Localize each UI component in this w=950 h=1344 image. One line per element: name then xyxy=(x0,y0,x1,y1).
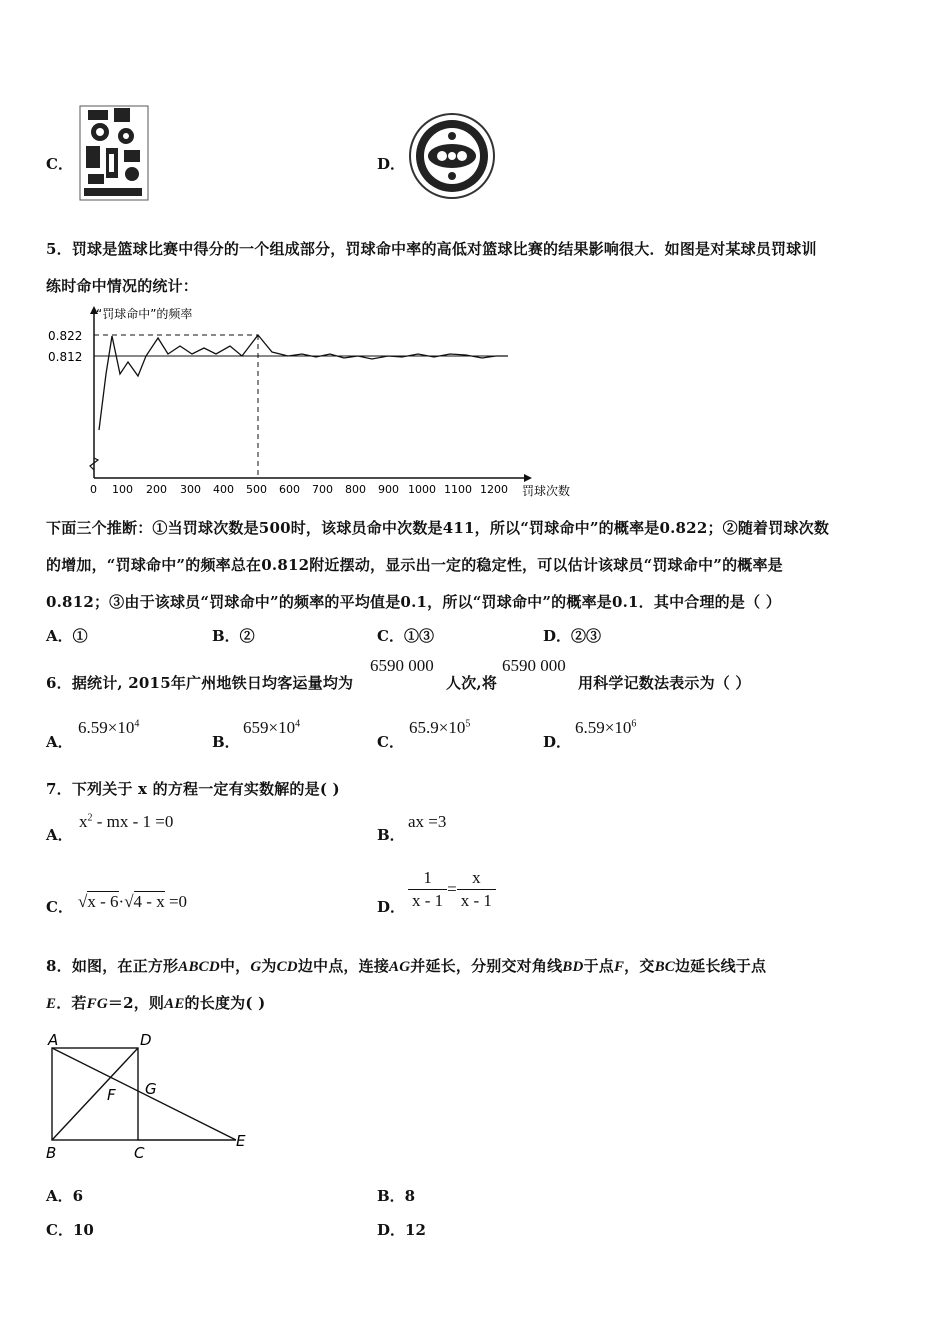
x-tick-400: 400 xyxy=(213,483,234,496)
q7-option-b-equation[interactable]: ax =3 xyxy=(408,812,447,831)
x-tick-1200: 1200 xyxy=(480,483,508,496)
x-tick-900: 900 xyxy=(378,483,399,496)
x-tick-800: 800 xyxy=(345,483,366,496)
point-label-d: D xyxy=(140,1031,152,1049)
x-tick-700: 700 xyxy=(312,483,333,496)
paper-cut-figure-image xyxy=(78,104,150,202)
q5-stem-line2: 练时命中情况的统计： xyxy=(46,277,199,295)
q5-para-line3: 0.812；③由于该球员“罚球命中”的频率的平均值是0.1，所以“罚球命中”的概率是0.1．其中合理的是（ ） xyxy=(46,593,781,611)
point-label-b: B xyxy=(46,1144,57,1162)
q6-number-1: 6590 000 xyxy=(370,656,434,675)
point-label-a: A xyxy=(48,1031,59,1049)
q5-para-line2: 的增加，“罚球命中”的频率总在0.812附近摆动，显示出一定的稳定性，可以估计该球员“罚球命中”的概率是 xyxy=(46,556,783,574)
q6-option-c-label[interactable]: C． xyxy=(377,733,404,751)
x-tick-500: 500 xyxy=(246,483,267,496)
q6-option-a-label[interactable]: A． xyxy=(46,733,73,751)
y-tick-0812: 0.812 xyxy=(48,350,83,364)
point-label-e: E xyxy=(236,1132,246,1150)
q6-option-c-value[interactable]: $65.9\times 10^5$ xyxy=(409,718,471,737)
q6-option-b-label[interactable]: B． xyxy=(212,733,240,751)
q5-option-c[interactable]: C．①③ xyxy=(377,627,434,645)
q7-option-a-label[interactable]: A． xyxy=(46,826,73,844)
y-tick-0822: 0.822 xyxy=(48,329,83,343)
point-label-c: C xyxy=(134,1144,145,1162)
q6-option-d-value[interactable]: $6.59\times 10^6$ xyxy=(575,718,637,737)
option-c-label: C． xyxy=(46,155,73,173)
x-tick-1100: 1100 xyxy=(444,483,472,496)
q5-option-a[interactable]: A．① xyxy=(46,627,88,645)
q8-option-d[interactable]: D．12 xyxy=(377,1221,426,1239)
x-tick-600: 600 xyxy=(279,483,300,496)
q7-option-d-equation[interactable]: $\frac{1}{x - 1}$ = $\frac{x}{x - 1}$ xyxy=(408,868,496,911)
q5-stem-line1: 5．罚球是篮球比赛中得分的一个组成部分，罚球命中率的高低对篮球比赛的结果影响很大．如图是对某球员罚球训 xyxy=(46,240,817,258)
q6-option-b-value[interactable]: $659\times 10^4$ xyxy=(243,718,301,737)
option-d-label: D． xyxy=(377,155,406,173)
frequency-curve xyxy=(99,335,508,430)
sqrt-sign-icon: √ xyxy=(124,892,134,911)
q5-option-d[interactable]: D．②③ xyxy=(543,627,602,645)
diagonal-bd xyxy=(52,1048,138,1140)
q7-option-c-label[interactable]: C． xyxy=(46,898,73,916)
q6-stem-post: 用科学记数法表示为（ ） xyxy=(578,674,751,692)
x-tick-1000: 1000 xyxy=(408,483,436,496)
sqrt-sign-icon: √ xyxy=(78,892,88,911)
q7-option-a-equation[interactable]: $x^2$ - mx - 1 =0 xyxy=(79,812,174,831)
q8-option-b[interactable]: B．8 xyxy=(377,1187,416,1205)
q6-option-d-label[interactable]: D． xyxy=(543,733,572,751)
q6-stem-pre: 6．据统计, 2015年广州地铁日均客运量均为 xyxy=(46,674,354,692)
square-geometry-figure xyxy=(40,1028,260,1168)
q7-option-b-label[interactable]: B． xyxy=(377,826,405,844)
q5-option-b[interactable]: B．② xyxy=(212,627,255,645)
x-tick-100: 100 xyxy=(112,483,133,496)
q6-option-a-value[interactable]: $6.59\times 10^4$ xyxy=(78,718,140,737)
q8-option-c[interactable]: C．10 xyxy=(46,1221,94,1239)
q8-option-a[interactable]: A．6 xyxy=(46,1187,84,1205)
q6-number-2: 6590 000 xyxy=(502,656,566,675)
q8-stem-line2: E．若FG＝2，则AE的长度为( ) xyxy=(46,994,266,1012)
x-axis-label: 罚球次数 xyxy=(522,484,571,498)
round-pattern-image xyxy=(408,112,496,200)
point-label-f: F xyxy=(107,1086,116,1104)
y-axis-label: “罚球命中”的频率 xyxy=(96,307,193,321)
q7-stem: 7．下列关于 x 的方程一定有实数解的是( ) xyxy=(46,780,340,798)
free-throw-frequency-chart xyxy=(40,302,600,508)
x-axis-arrow xyxy=(524,474,532,482)
q7-option-d-label[interactable]: D． xyxy=(377,898,406,916)
point-label-g: G xyxy=(145,1080,157,1098)
q7-option-c-equation[interactable]: √x - 6·√4 - x =0 xyxy=(78,892,188,911)
q5-para-line1: 下面三个推断：①当罚球次数是500时，该球员命中次数是411，所以“罚球命中”的概率是0.822；②随着罚球次数 xyxy=(46,519,830,537)
q6-stem-mid: 人次,将 xyxy=(446,674,498,692)
q8-stem-line1: 8．如图，在正方形ABCD中，G为CD边中点，连接AG并延长，分别交对角线BD于点F，交BC边延长线于点 xyxy=(46,957,767,975)
line-ae xyxy=(52,1048,236,1140)
x-tick-300: 300 xyxy=(180,483,201,496)
x-tick-0: 0 xyxy=(90,483,97,496)
x-tick-200: 200 xyxy=(146,483,167,496)
